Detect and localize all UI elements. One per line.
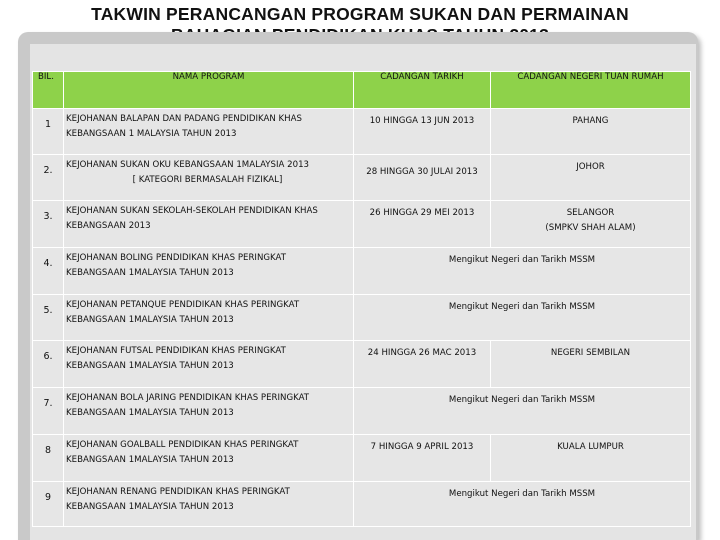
- header-cadangan-tarikh: CADANGAN TARIKH: [354, 72, 491, 109]
- program-name-line-1: KEJOHANAN BOLING PENDIDIKAN KHAS PERINGKAT: [66, 253, 287, 263]
- cell-nama-program: [64, 201, 354, 248]
- cell-bil: 7.: [33, 388, 64, 435]
- cell-bil: 9: [33, 482, 64, 527]
- cell-cadangan-tarikh: 28 HINGGA 30 JULAI 2013: [354, 155, 491, 201]
- program-name-line-2: [ KATEGORI BERMASALAH FIZIKAL]: [132, 175, 283, 185]
- header-cadangan-tuan-rumah: CADANGAN NEGERI TUAN RUMAH: [491, 72, 691, 109]
- cell-nama-program: [64, 482, 354, 527]
- header-nama-program: NAMA PROGRAM: [64, 72, 354, 109]
- cell-nama-program: [64, 435, 354, 482]
- program-name-line-1: KEJOHANAN SUKAN OKU KEBANGSAAN 1MALAYSIA 2013: [66, 160, 310, 170]
- table-row: [33, 109, 691, 155]
- cell-negeri-tuan-rumah: [491, 109, 691, 155]
- cell-nama-program: [64, 155, 354, 201]
- program-name-line-2: KEBANGSAAN 1MALAYSIA TAHUN 2013: [66, 268, 234, 278]
- cell-bil: 8: [33, 435, 64, 482]
- header-bil: BIL.: [33, 72, 64, 109]
- table-row: [33, 295, 691, 341]
- program-name-line-1: KEJOHANAN FUTSAL PENDIDIKAN KHAS PERINGKAT: [66, 346, 286, 356]
- table-row: [33, 155, 691, 201]
- cell-nama-program: [64, 109, 354, 155]
- host-line-1: PAHANG: [572, 116, 609, 126]
- cell-bil: 6.: [33, 341, 64, 388]
- table-row: [33, 482, 691, 527]
- cell-negeri-tuan-rumah: [491, 341, 691, 388]
- program-name-line-1: KEJOHANAN SUKAN SEKOLAH-SEKOLAH PENDIDIKAN KHAS: [66, 206, 318, 216]
- program-name-line-1: KEJOHANAN RENANG PENDIDIKAN KHAS PERINGKAT: [66, 487, 290, 497]
- cell-tarikh-negeri-merged: Mengikut Negeri dan Tarikh MSSM: [354, 248, 691, 295]
- program-name-line-2: KEBANGSAAN 1MALAYSIA TAHUN 2013: [66, 502, 234, 512]
- host-line-2: (SMPKV SHAH ALAM): [545, 223, 636, 233]
- cell-negeri-tuan-rumah: [491, 435, 691, 482]
- host-line-1: JOHOR: [576, 162, 605, 172]
- cell-nama-program: [64, 341, 354, 388]
- program-name-line-1: KEJOHANAN BOLA JARING PENDIDIKAN KHAS PERINGKAT: [66, 393, 310, 403]
- cell-tarikh-negeri-merged: Mengikut Negeri dan Tarikh MSSM: [354, 295, 691, 341]
- cell-cadangan-tarikh: 10 HINGGA 13 JUN 2013: [354, 109, 491, 155]
- cell-nama-program: [64, 388, 354, 435]
- host-line-1: KUALA LUMPUR: [557, 442, 624, 452]
- table-row: [33, 435, 691, 482]
- program-name-line-2: KEBANGSAAN 1MALAYSIA TAHUN 2013: [66, 455, 234, 465]
- table-row: [33, 341, 691, 388]
- cell-bil: 3.: [33, 201, 64, 248]
- program-name-line-2: KEBANGSAAN 1 MALAYSIA TAHUN 2013: [66, 129, 237, 139]
- host-line-1: SELANGOR: [566, 208, 615, 218]
- host-line-1: NEGERI SEMBILAN: [550, 348, 631, 358]
- cell-tarikh-negeri-merged: Mengikut Negeri dan Tarikh MSSM: [354, 482, 691, 527]
- cell-bil: 2.: [33, 155, 64, 201]
- cell-bil: 1: [33, 109, 64, 155]
- table-row: [33, 248, 691, 295]
- program-name-line-1: KEJOHANAN PETANQUE PENDIDIKAN KHAS PERINGKAT: [66, 300, 300, 310]
- cell-bil: 5.: [33, 295, 64, 341]
- program-name-line-1: KEJOHANAN BALAPAN DAN PADANG PENDIDIKAN KHAS: [66, 114, 302, 124]
- cell-nama-program: [64, 295, 354, 341]
- program-name-line-1: KEJOHANAN GOALBALL PENDIDIKAN KHAS PERINGKAT: [66, 440, 299, 450]
- cell-cadangan-tarikh: 24 HINGGA 26 MAC 2013: [354, 341, 491, 388]
- table-header-row: [33, 72, 691, 109]
- cell-cadangan-tarikh: 26 HINGGA 29 MEI 2013: [354, 201, 491, 248]
- program-name-line-2: KEBANGSAAN 2013: [66, 221, 151, 231]
- table-row: [33, 201, 691, 248]
- schedule-table: [32, 71, 691, 527]
- program-name-line-2: KEBANGSAAN 1MALAYSIA TAHUN 2013: [66, 408, 234, 418]
- cell-bil: 4.: [33, 248, 64, 295]
- cell-cadangan-tarikh: 7 HINGGA 9 APRIL 2013: [354, 435, 491, 482]
- program-name-line-2: KEBANGSAAN 1MALAYSIA TAHUN 2013: [66, 361, 234, 371]
- cell-negeri-tuan-rumah: [491, 155, 691, 201]
- title-line-1: TAKWIN PERANCANGAN PROGRAM SUKAN DAN PERMAINAN: [91, 4, 629, 24]
- cell-negeri-tuan-rumah: [491, 201, 691, 248]
- table-row: [33, 388, 691, 435]
- cell-nama-program: [64, 248, 354, 295]
- program-name-line-2: KEBANGSAAN 1MALAYSIA TAHUN 2013: [66, 315, 234, 325]
- cell-tarikh-negeri-merged: Mengikut Negeri dan Tarikh MSSM: [354, 388, 691, 435]
